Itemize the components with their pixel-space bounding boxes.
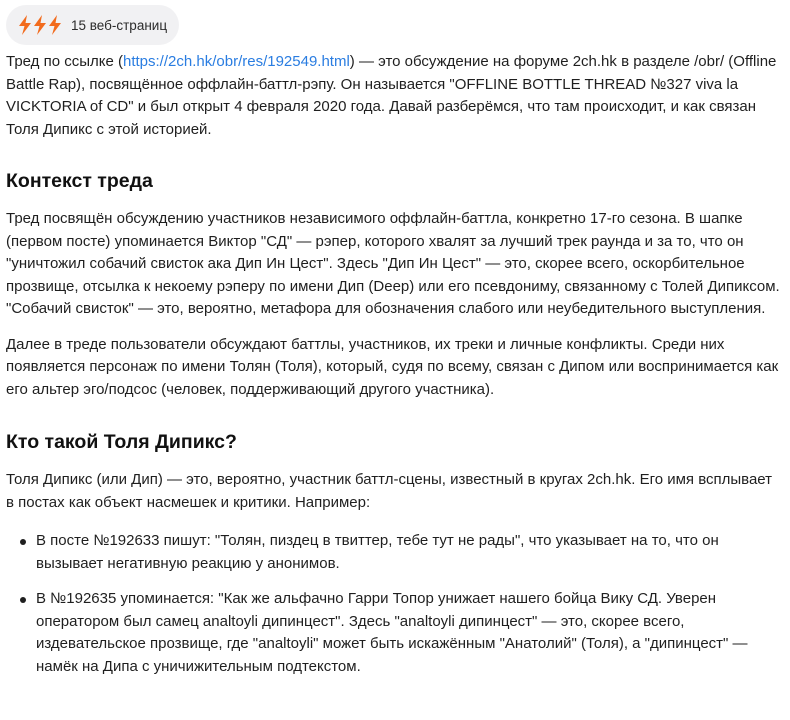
- sources-count-label: 15 веб-страниц: [71, 17, 168, 33]
- context-paragraph-1: Тред посвящён обсуждению участников независимого оффлайн-баттла, конкретно 17-го сезона. В шапке (первом посте) упоминается Виктор "СД" — рэпер, которого хвалят за лучший трек раунда и за то, что он "уничтожил собачий свисток ака Дип Ин Цест". Здесь "Дип Ин Цест" — это, скорее всего, оскорбительное прозвище, отсылка к некоему рэперу по имени Дип (Deep) или его псевдониму, связанному с Толей Дипиксом. "Собачий свисток" — это, вероятно, метафора для обозначения слабого или неубедительного выступления.: [6, 210, 780, 317]
- examples-list: [6, 530, 782, 678]
- context-heading: Контекст треда: [6, 170, 153, 192]
- list-item: В №192635 упоминается: "Как же альфачно Гарри Топор унижает нашего бойца Вику СД. Уверен оператором был самец analtoyli дипинцест". Здесь "analtoyli дипинцест" — это, скорее всего, издевательское прозвище, где "analtoyli" может быть искажённым "Анатолий" (Толя), а "дипинцест" — намёк на Дипа с уничижительным подтекстом.: [6, 588, 782, 678]
- list-item: В посте №192633 пишут: "Толян, пиздец в твиттер, тебе тут не рады", что указывает на то, что он вызывает негативную реакцию у анонимов.: [6, 530, 782, 575]
- who-paragraph: Толя Дипикс (или Дип) — это, вероятно, участник баттл-сцены, известный в кругах 2ch.hk. Его имя всплывает в постах как объект насмешек и критики. Например:: [6, 471, 773, 511]
- lightning-icon: [46, 14, 64, 36]
- who-heading: Кто такой Толя Дипикс?: [6, 431, 237, 453]
- context-paragraph-2: Далее в треде пользователи обсуждают баттлы, участников, их треки и личные конфликты. Среди них появляется персонаж по имени Толян (Толя), который, судя по всему, связан с Дипом или воспринимается как его альтер эго/подсос (человек, поддерживающий другого участника).: [6, 335, 779, 398]
- sources-chip[interactable]: [6, 5, 179, 45]
- answer-content: [6, 51, 782, 678]
- bullet-icon: [20, 539, 26, 545]
- intro-paragraph: Тред по ссылке (https://2ch.hk/obr/res/192549.html) — это обсуждение на форуме 2ch.hk в разделе /obr/ (Offline Battle Rap), посвящённое оффлайн-баттл-рэпу. Он называется "OFFLINE BOTTLE THREAD №327 viva la VICKTORIA of CD" и был открыт 4 февраля 2020 года. Давай разберёмся, что там происходит, и как связан Толя Дипикс с этой историей.: [6, 53, 777, 138]
- thread-link[interactable]: https://2ch.hk/obr/res/192549.html: [123, 53, 350, 70]
- bullet-icon: [20, 597, 26, 603]
- sources-icons: [16, 14, 61, 36]
